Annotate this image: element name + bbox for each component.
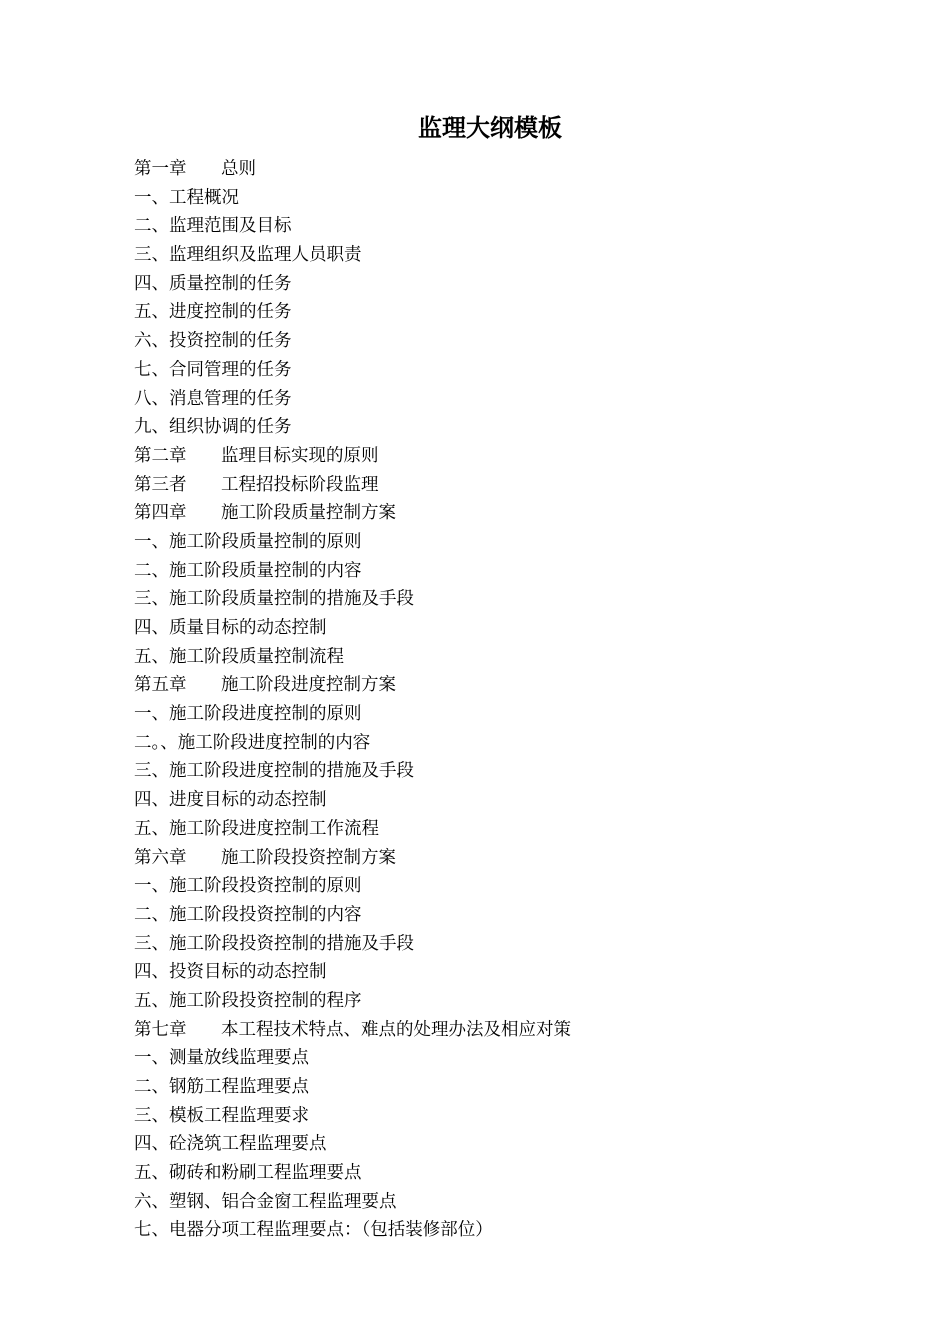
- section-item: [134, 786, 894, 815]
- section-item: [134, 413, 894, 442]
- chapter-label: 第六章: [134, 847, 187, 868]
- section-title: 三、监理组织及监理人员职责: [134, 245, 362, 266]
- chapter-heading: [134, 471, 894, 500]
- section-title: 二、监理范围及目标: [134, 216, 292, 237]
- chapter-title: 施工阶段投资控制方案: [221, 847, 396, 868]
- chapter-heading: [134, 155, 894, 184]
- section-title: 八、消息管理的任务: [134, 388, 292, 409]
- section-title: 四、投资目标的动态控制: [134, 962, 327, 983]
- chapter-title: 监理目标实现的原则: [221, 445, 379, 466]
- section-item: [134, 901, 894, 930]
- section-item: [134, 987, 894, 1016]
- section-title: 三、施工阶段进度控制的措施及手段: [134, 761, 414, 782]
- section-title: 一、施工阶段质量控制的原则: [134, 531, 362, 552]
- section-item: [134, 385, 894, 414]
- chapter-label: 第二章: [134, 445, 187, 466]
- section-item: [134, 729, 894, 758]
- section-title: 六、塑钢、铝合金窗工程监理要点: [134, 1191, 397, 1212]
- section-item: [134, 614, 894, 643]
- section-item: [134, 700, 894, 729]
- section-title: 一、施工阶段投资控制的原则: [134, 876, 362, 897]
- section-title: 二、施工阶段质量控制的内容: [134, 560, 362, 581]
- section-title: 四、进度目标的动态控制: [134, 790, 327, 811]
- section-title: 四、砼浇筑工程监理要点: [134, 1134, 327, 1155]
- section-item: [134, 1102, 894, 1131]
- section-title: 七、合同管理的任务: [134, 359, 292, 380]
- document-title: 监理大纲模板: [418, 114, 562, 142]
- section-item: [134, 930, 894, 959]
- section-item: [134, 1130, 894, 1159]
- chapter-label: 第三者: [134, 474, 187, 495]
- chapter-heading: [134, 499, 894, 528]
- section-title: 三、施工阶段投资控制的措施及手段: [134, 933, 414, 954]
- chapter-label: 第七章: [134, 1019, 187, 1040]
- section-title: 一、工程概况: [134, 187, 239, 208]
- section-item: [134, 1159, 894, 1188]
- chapter-heading: [134, 671, 894, 700]
- section-item: [134, 557, 894, 586]
- section-title: 二、钢筋工程监理要点: [134, 1077, 309, 1097]
- section-item: [134, 958, 894, 987]
- chapter-title: 本工程技术特点、难点的处理办法及相应对策: [221, 1019, 571, 1040]
- section-title: 五、进度控制的任务: [134, 302, 292, 323]
- section-title: 三、模板工程监理要求: [134, 1105, 309, 1126]
- section-title: 九、组织协调的任务: [134, 417, 292, 438]
- chapter-title: 施工阶段进度控制方案: [221, 675, 396, 696]
- chapter-heading: [134, 1016, 894, 1045]
- chapter-title: 总则: [221, 159, 256, 179]
- section-title: 一、测量放线监理要点: [134, 1048, 309, 1069]
- section-title: 一、施工阶段进度控制的原则: [134, 704, 362, 725]
- section-title: 七、电器分项工程监理要点：（包括装修部位）: [134, 1220, 493, 1241]
- section-item: [134, 757, 894, 786]
- section-title: 四、质量目标的动态控制: [134, 618, 327, 638]
- section-item: [134, 1044, 894, 1073]
- chapter-label: 第一章: [134, 159, 187, 179]
- section-item: [134, 1073, 894, 1102]
- section-title: 五、施工阶段投资控制的程序: [134, 990, 362, 1011]
- section-item: [134, 643, 894, 672]
- section-title: 二、施工阶段投资控制的内容: [134, 904, 362, 925]
- section-title: 五、砌砖和粉刷工程监理要点: [134, 1163, 362, 1184]
- section-item: [134, 298, 894, 327]
- section-item: [134, 528, 894, 557]
- table-of-contents: [134, 155, 894, 1245]
- section-title: 六、投资控制的任务: [134, 331, 292, 352]
- section-item: [134, 184, 894, 213]
- section-item: [134, 872, 894, 901]
- chapter-label: 第五章: [134, 675, 187, 696]
- section-item: [134, 270, 894, 299]
- chapter-heading: [134, 442, 894, 471]
- section-item: [134, 212, 894, 241]
- section-item: [134, 815, 894, 844]
- chapter-heading: [134, 844, 894, 873]
- section-title: 四、质量控制的任务: [134, 273, 292, 294]
- section-item: [134, 241, 894, 270]
- chapter-label: 第四章: [134, 503, 187, 524]
- section-title: 二。、施工阶段进度控制的内容: [134, 732, 371, 753]
- chapter-title: 施工阶段质量控制方案: [221, 503, 396, 524]
- section-title: 五、施工阶段进度控制工作流程: [134, 818, 379, 839]
- section-item: [134, 585, 894, 614]
- section-title: 三、施工阶段质量控制的措施及手段: [134, 589, 414, 610]
- section-item: [134, 1216, 894, 1245]
- section-item: [134, 327, 894, 356]
- section-item: [134, 356, 894, 385]
- chapter-title: 工程招投标阶段监理: [221, 474, 379, 495]
- section-item: [134, 1188, 894, 1217]
- section-title: 五、施工阶段质量控制流程: [134, 646, 344, 667]
